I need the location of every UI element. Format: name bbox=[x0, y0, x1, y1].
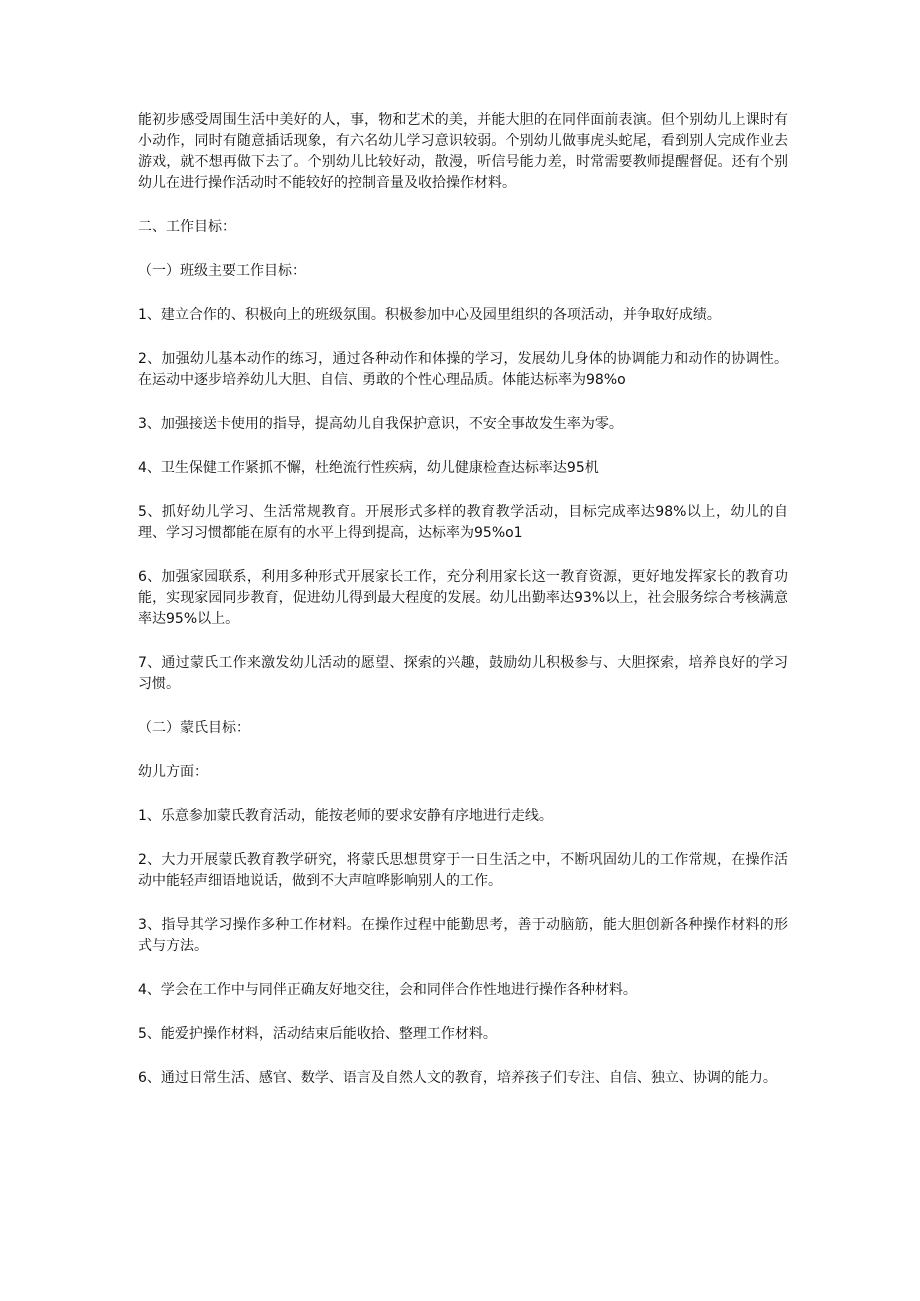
document-body bbox=[138, 110, 788, 1089]
subsection-heading-montessori-goals: （二）蒙氏目标： bbox=[138, 720, 250, 736]
montessori-goal-item: 4、学会在工作中与同伴正确友好地交往，会和同伴合作性地进行操作各种材料。 bbox=[138, 982, 637, 998]
montessori-goal-item: 5、能爱护操作材料，活动结束后能收拾、整理工作材料。 bbox=[138, 1026, 497, 1042]
montessori-goal-item: 1、乐意参加蒙氏教育活动，能按老师的要求安静有序地进行走线。 bbox=[138, 808, 553, 824]
children-aspect-heading: 幼儿方面： bbox=[138, 764, 208, 780]
class-goal-item: 3、加强接送卡使用的指导，提高幼儿自我保护意识，不安全事故发生率为零。 bbox=[138, 416, 623, 432]
subsection-heading-class-goals: （一）班级主要工作目标： bbox=[138, 263, 306, 279]
section-heading-work-goals: 二、工作目标： bbox=[138, 219, 236, 235]
class-goal-item: 1、建立合作的、积极向上的班级氛围。积极参加中心及园里组织的各项活动，并争取好成绩。 bbox=[138, 307, 721, 323]
montessori-goal-item: 2、大力开展蒙氏教育教学研究，将蒙氏思想贯穿于一日生活之中，不断巩固幼儿的工作常规，在操作活动中能轻声细语地说话，做到不大声喧哗影响别人的工作。 bbox=[138, 852, 788, 889]
class-goal-item: 2、加强幼儿基本动作的练习，通过各种动作和体操的学习，发展幼儿身体的协调能力和动作的协调性。在运动中逐步培养幼儿大胆、自信、勇敢的个性心理品质。体能达标率为98%o bbox=[138, 351, 788, 388]
class-goal-item: 5、抓好幼儿学习、生活常规教育。开展形式多样的教育教学活动，目标完成率达98%以上，幼儿的自理、学习习惯都能在原有的水平上得到提高，达标率为95%o1 bbox=[138, 504, 788, 541]
class-goal-item: 6、加强家园联系，利用多种形式开展家长工作，充分利用家长这一教育资源，更好地发挥家长的教育功能，实现家园同步教育，促进幼儿得到最大程度的发展。幼儿出勤率达93%以上，社会服务综合考核满意率达95%以上。 bbox=[138, 569, 788, 627]
montessori-goal-item: 3、指导其学习操作多种工作材料。在操作过程中能勤思考，善于动脑筋，能大胆创新各种操作材料的形式与方法。 bbox=[138, 917, 788, 954]
class-goal-item: 4、卫生保健工作紧抓不懈，杜绝流行性疾病，幼儿健康检查达标率达95机 bbox=[138, 460, 599, 476]
montessori-goal-item: 6、通过日常生活、感官、数学、语言及自然人文的教育，培养孩子们专注、自信、独立、协调的能力。 bbox=[138, 1070, 777, 1086]
intro-paragraph: 能初步感受周围生活中美好的人，事，物和艺术的美，并能大胆的在同伴面前表演。但个别幼儿上课时有小动作，同时有随意插话现象，有六名幼儿学习意识较弱。个别幼儿做事虎头蛇尾，看到别人完成作业去游戏，就不想再做下去了。个别幼儿比较好动，散漫，听信号能力差，时常需要教师提醒督促。还有个别幼儿在进行操作活动时不能较好的控制音量及收拾操作材料。 bbox=[138, 112, 788, 191]
class-goal-item: 7、通过蒙氏工作来激发幼儿活动的愿望、探索的兴趣，鼓励幼儿积极参与、大胆探索，培养良好的学习习惯。 bbox=[138, 655, 788, 692]
